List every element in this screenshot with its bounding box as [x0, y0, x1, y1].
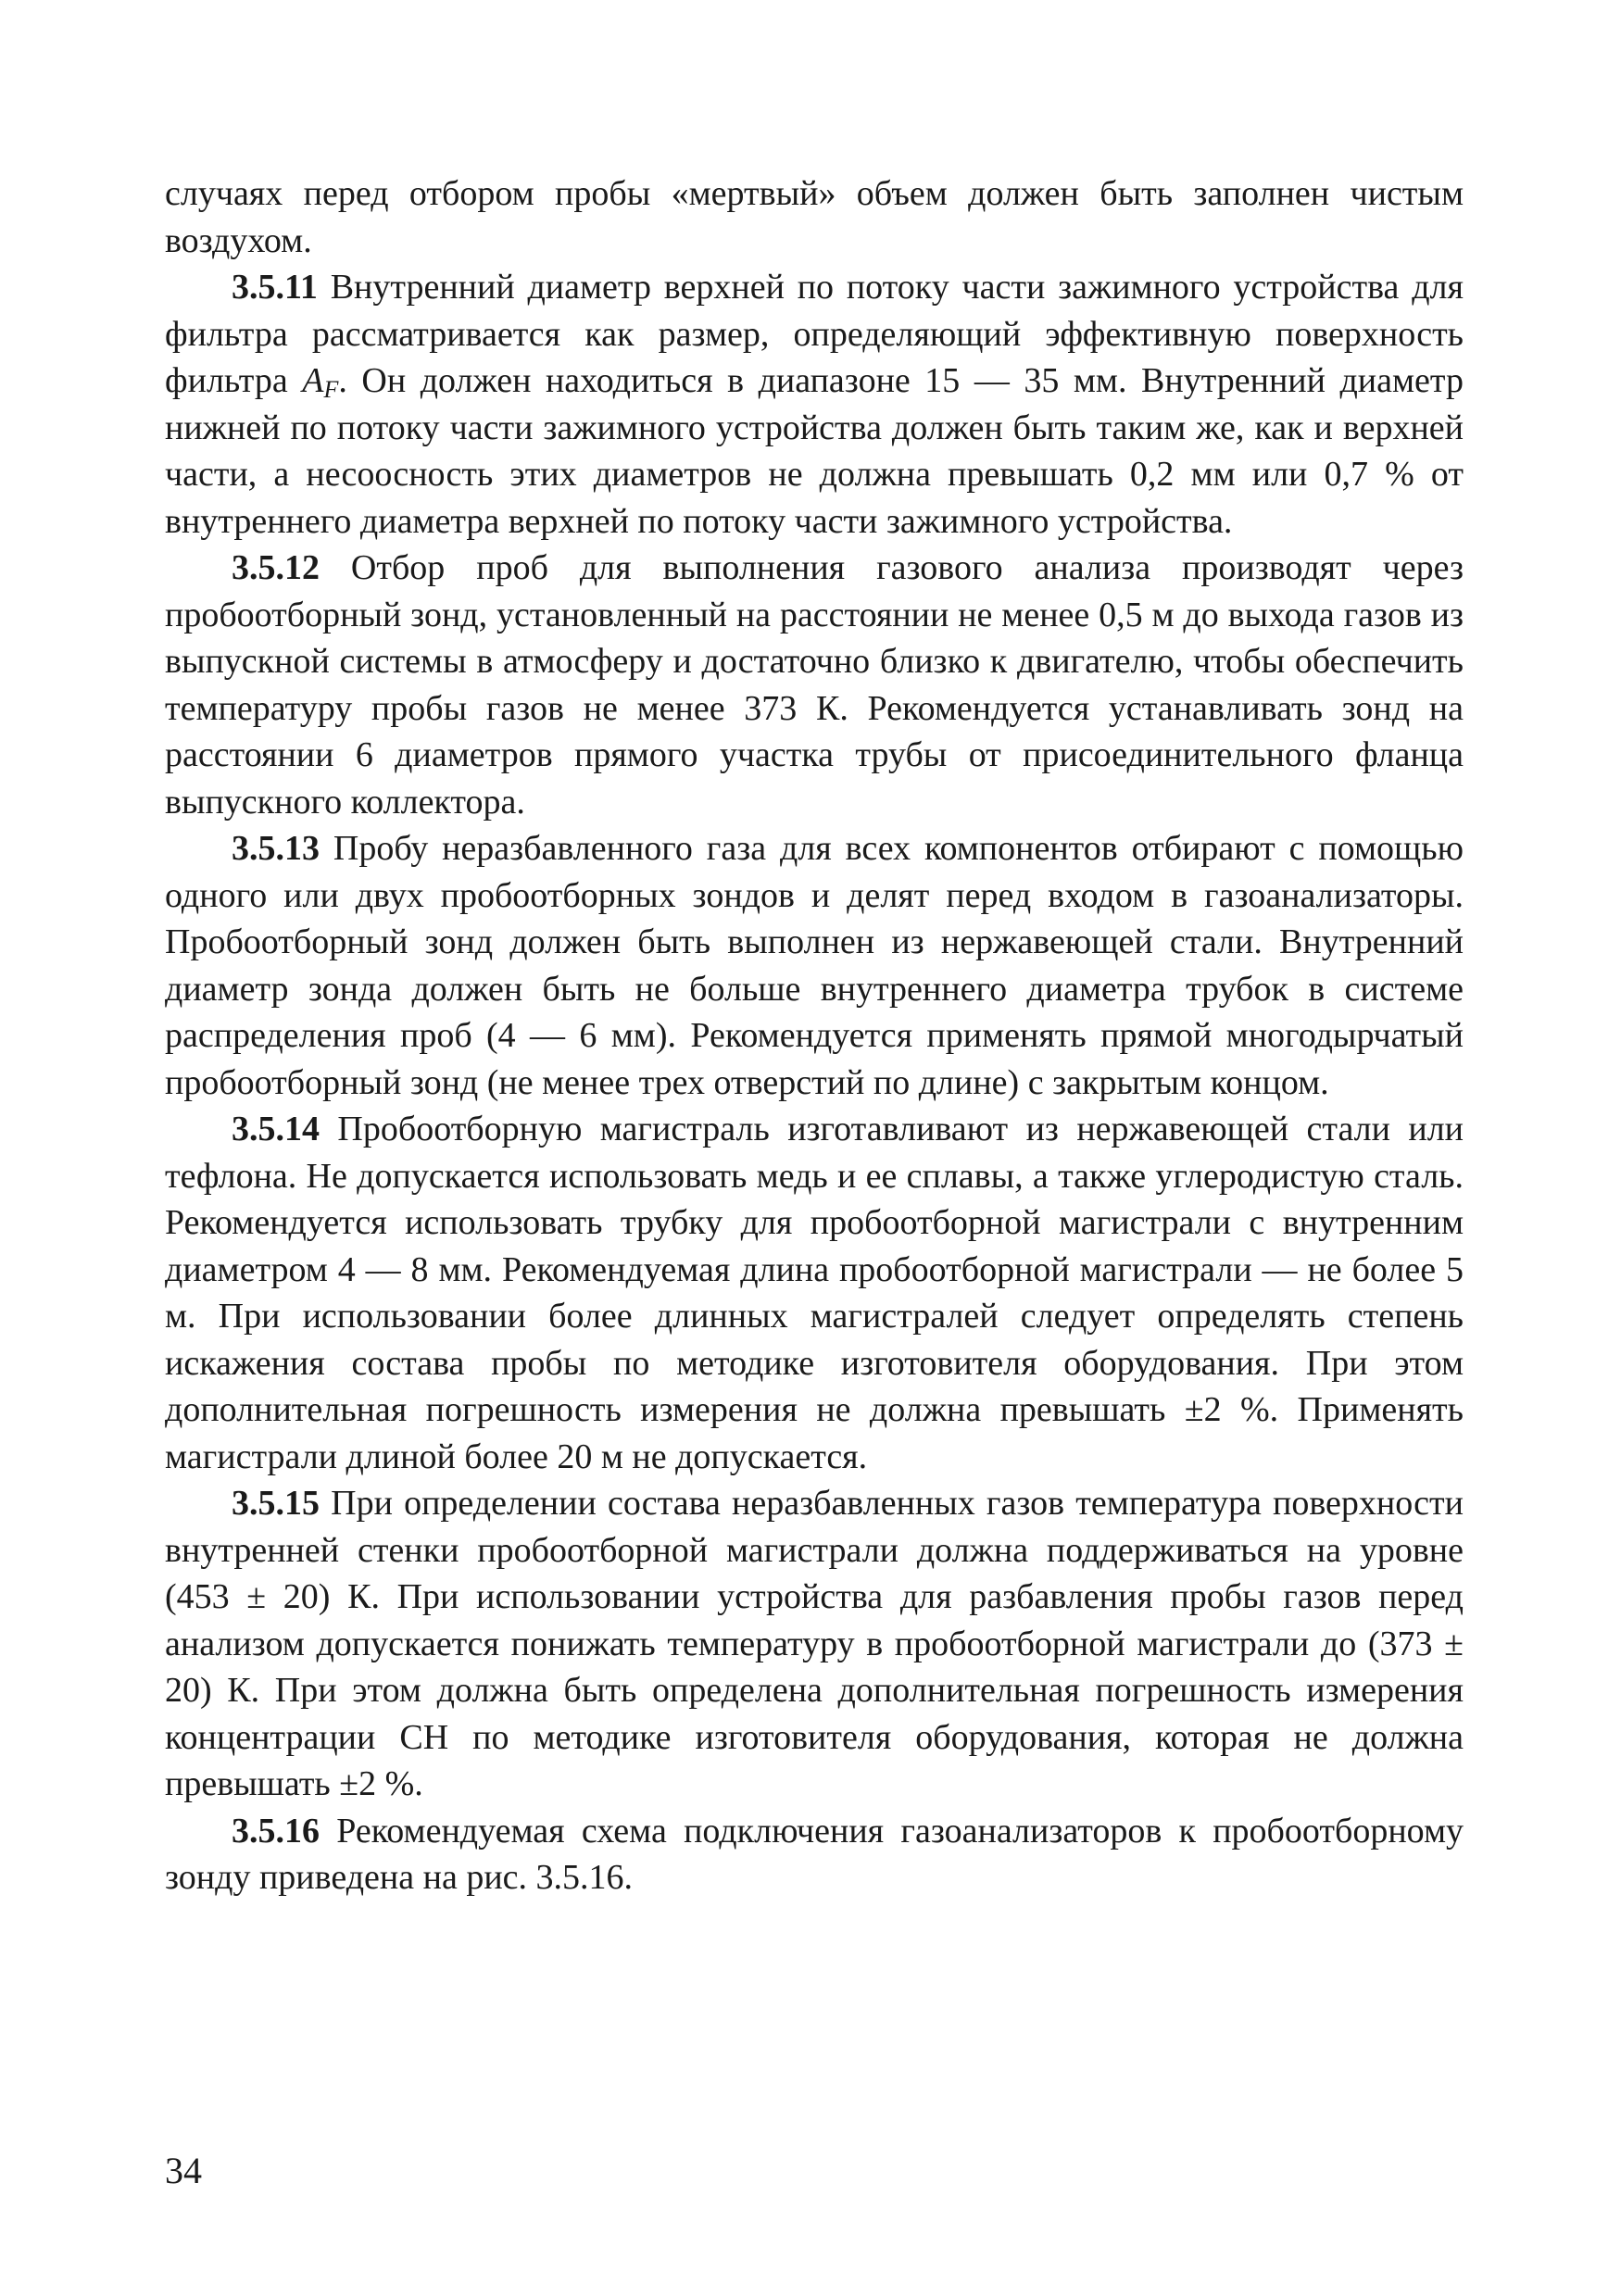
paragraph-text: Пробу неразбавленного газа для всех компонентов отбирают с помощью одного или двух пробоотборных зондов и делят перед входом в газоанализаторы. Пробоотборный зонд должен быть выполнен из нержавеющей стали. Внутренний диаметр зонда должен быть не больше внутреннего диаметра трубок в системе распределения проб (4 — 6 мм). Рекомендуется применять прямой многодырчатый пробоотборный зонд (не менее трех отверстий по длине) с закрытым концом.: [165, 829, 1464, 1102]
paragraph-number: 3.5.16: [232, 1811, 320, 1851]
page-number: 34: [165, 2150, 202, 2191]
paragraph-text: Внутренний диаметр верхней по потоку части зажимного устройства для фильтра рассматривается как размер, определяющий эффективную поверхность фильтра: [165, 268, 1464, 400]
paragraph-number: 3.5.13: [232, 829, 320, 868]
paragraph-number: 3.5.15: [232, 1484, 320, 1523]
paragraph-3-5-11: [165, 264, 1464, 545]
paragraph-text: Отбор проб для выполнения газового анализа производят через пробоотборный зонд, установленный на расстоянии не менее 0,5 м до выхода газов из выпускной системы в атмосферу и достаточно близко к двигателю, чтобы обеспечить температуру пробы газов не менее 373 К. Рекомендуется устанавливать зонд на расстоянии 6 диаметров прямого участка трубы от присоединительного фланца выпускного коллектора.: [165, 548, 1464, 822]
paragraph-3-5-12: [165, 545, 1464, 825]
paragraph-number: 3.5.14: [232, 1110, 320, 1148]
continuation-paragraph: случаях перед отбором пробы «мертвый» объем должен быть заполнен чистым воздухом.: [165, 174, 1464, 260]
paragraph-number: 3.5.12: [232, 548, 320, 587]
paragraph-text: При определении состава неразбавленных газов температура поверхности внутренней стенки пробоотборной магистрали должна поддерживаться на уровне (453 ± 20) К. При использовании устройства для разбавления пробы газов перед анализом допускается понижать температуру в пробоотборной магистрали до (373 ± 20) К. При этом должна быть определена дополнительная погрешность измерения концентрации СН по методике изготовителя оборудования, которая не должна превышать ±2 %.: [165, 1484, 1464, 1803]
paragraph-text: Рекомендуемая схема подключения газоанализаторов к пробоотборному зонду приведена на рис. 3.5.16.: [165, 1811, 1464, 1897]
paragraph-3-5-15: [165, 1480, 1464, 1808]
paragraph-3-5-16: [165, 1808, 1464, 1901]
paragraph-3-5-14: [165, 1106, 1464, 1480]
paragraph-number: 3.5.11: [232, 268, 318, 307]
paragraph-text-continued: . Он должен находиться в диапазоне 15 — 35 мм. Внутренний диаметр нижней по потоку части зажимного устройства должен быть таким же, как и верхней части, а несоосность этих диаметров не должна превышать 0,2 мм или 0,7 % от внутреннего диаметра верхней по потоку части зажимного устройства.: [165, 361, 1464, 541]
body-text: [165, 170, 1464, 1901]
filter-area-symbol: $A_F$: [302, 361, 339, 403]
paragraph-3-5-13: [165, 825, 1464, 1106]
paragraph-text: Пробоотборную магистраль изготавливают из нержавеющей стали или тефлона. Не допускается использовать медь и ее сплавы, а также углеродистую сталь. Рекомендуется использовать трубку для пробоотборной магистрали с внутренним диаметром 4 — 8 мм. Рекомендуемая длина пробоотборной магистрали — не более 5 м. При использовании более длинных магистралей следует определять степень искажения состава пробы по методике изготовителя оборудования. При этом дополнительная погрешность измерения не должна превышать ±2 %. Применять магистрали длиной более 20 м не допускается.: [165, 1110, 1464, 1476]
